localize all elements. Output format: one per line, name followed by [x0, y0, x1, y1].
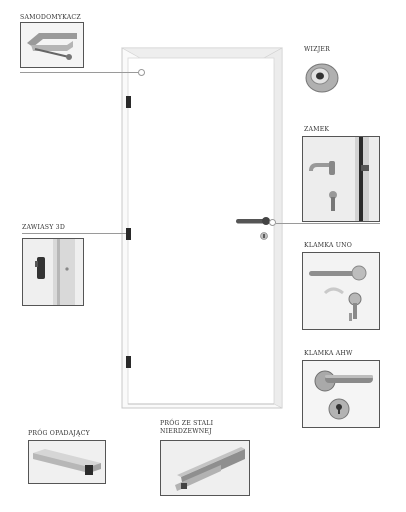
prog-stal-thumbnail	[160, 440, 250, 496]
label-prog-stal-line1: PRÓG ZE STALI	[160, 420, 214, 427]
peephole-icon	[300, 56, 342, 98]
label-prog-stal-line2: NIERDZEWNEJ	[160, 427, 212, 435]
label-zawiasy: ZAWIASY 3D	[22, 224, 65, 231]
drop-seal-icon	[29, 441, 105, 483]
label-wizjer: WIZJER	[304, 46, 330, 53]
door-closer-icon	[21, 23, 83, 67]
leader-zamek	[276, 223, 380, 224]
label-prog-stal	[160, 420, 213, 436]
samozamykacz-thumbnail	[20, 22, 84, 68]
leader-samozamykacz	[20, 72, 138, 73]
label-klamka-uno: KLAMKA UNO	[304, 242, 353, 249]
label-prog-opadajacy: PRÓG OPADAJĄCY	[28, 430, 90, 437]
leader-zawiasy	[22, 233, 126, 234]
handle-icon	[303, 253, 379, 329]
label-zamek: ZAMEK	[304, 126, 330, 133]
zawiasy-thumbnail	[22, 238, 84, 306]
prog-opadajacy-thumbnail	[28, 440, 106, 484]
label-klamka-ahw: KLAMKA AHW	[304, 350, 353, 357]
marker-zamek	[269, 219, 276, 226]
handle-rose-icon	[303, 361, 379, 427]
lock-icon	[303, 137, 379, 221]
zamek-thumbnail	[302, 136, 380, 222]
klamka-ahw-thumbnail	[302, 360, 380, 428]
steel-threshold-icon	[161, 441, 249, 495]
hinge-icon	[23, 239, 83, 305]
door-illustration	[118, 44, 286, 412]
klamka-uno-thumbnail	[302, 252, 380, 330]
wizjer-thumbnail	[300, 56, 342, 98]
marker-samozamykacz	[138, 69, 145, 76]
label-samozamykacz: SAMODOMYKACZ	[20, 14, 81, 21]
